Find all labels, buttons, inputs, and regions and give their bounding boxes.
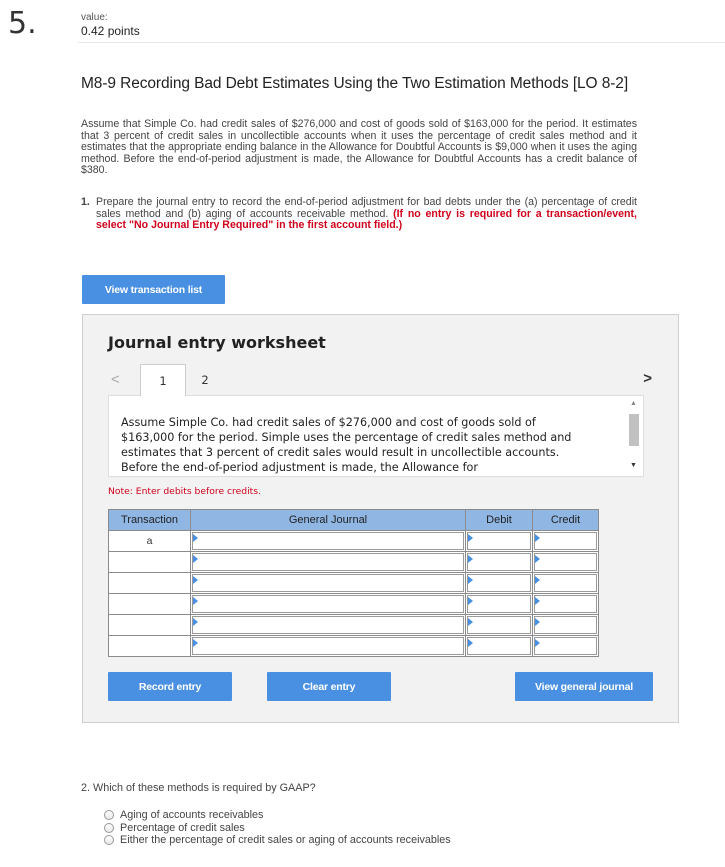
- table-row: [109, 615, 599, 636]
- transaction-cell: [109, 594, 191, 615]
- credit-field-cell: [533, 594, 599, 615]
- instruction-text: Prepare the journal entry to record the end-of-period adjustment for bad debts under the (a) percentage of credit sales method and (b) aging of accounts receivable method.: [96, 196, 637, 220]
- dropdown-indicator-icon: [193, 639, 198, 647]
- view-general-journal-button[interactable]: View general journal: [515, 672, 653, 701]
- description-scrollbar[interactable]: [627, 400, 641, 474]
- option-aging[interactable]: [104, 809, 451, 822]
- dropdown-indicator-icon: [468, 555, 473, 563]
- dropdown-indicator-icon: [193, 597, 198, 605]
- radio-button[interactable]: [104, 810, 114, 820]
- question-2-text: Which of these methods is required by GAAP?: [93, 782, 316, 794]
- debit-field[interactable]: [467, 553, 531, 571]
- table-row: [109, 594, 599, 615]
- scroll-down-icon[interactable]: ▼: [630, 462, 637, 469]
- debit-field-cell: [466, 615, 533, 636]
- radio-button[interactable]: [104, 835, 114, 845]
- credit-field-cell: [533, 573, 599, 594]
- journal-entry-worksheet: [82, 314, 679, 723]
- debit-field-cell: [466, 573, 533, 594]
- dropdown-indicator-icon: [468, 618, 473, 626]
- question-2: [81, 782, 316, 794]
- header-transaction: Transaction: [109, 510, 191, 531]
- credit-field-cell: [533, 615, 599, 636]
- scroll-up-icon[interactable]: ▲: [630, 400, 637, 407]
- debit-field-cell: [466, 552, 533, 573]
- option-label: Aging of accounts receivables: [120, 809, 264, 822]
- account-field-cell: [191, 573, 466, 594]
- account-field[interactable]: [192, 574, 464, 592]
- account-field[interactable]: [192, 595, 464, 613]
- transaction-cell: [109, 552, 191, 573]
- transaction-cell: [109, 615, 191, 636]
- header-divider: [78, 42, 725, 43]
- dropdown-indicator-icon: [535, 555, 540, 563]
- dropdown-indicator-icon: [193, 576, 198, 584]
- account-field-cell: [191, 552, 466, 573]
- transaction-description-box: [108, 395, 644, 477]
- question-2-number: 2.: [81, 782, 91, 794]
- credit-field-cell: [533, 531, 599, 552]
- header-general-journal: General Journal: [191, 510, 466, 531]
- account-field[interactable]: [192, 553, 464, 571]
- credit-field[interactable]: [534, 532, 597, 550]
- prev-arrow-icon[interactable]: <: [111, 371, 120, 388]
- tab-2[interactable]: 2: [201, 373, 209, 387]
- transaction-description: Assume Simple Co. had credit sales of $276,000 and cost of goods sold of $163,000 for the period. Simple uses the percentage of credit sales method and estimates that 3 percent of credit sales would result in uncollectible accounts. Before the end-of-period adjustment is made, the Allowance for: [121, 416, 572, 474]
- credit-field[interactable]: [534, 553, 597, 571]
- credit-field-cell: [533, 552, 599, 573]
- table-row: [109, 552, 599, 573]
- table-row: [109, 573, 599, 594]
- next-arrow-icon[interactable]: >: [643, 370, 652, 387]
- dropdown-indicator-icon: [535, 576, 540, 584]
- table-row: [109, 531, 599, 552]
- account-field[interactable]: [192, 532, 464, 550]
- account-field-cell: [191, 531, 466, 552]
- credit-field[interactable]: [534, 574, 597, 592]
- dropdown-indicator-icon: [193, 555, 198, 563]
- transaction-cell: [109, 636, 191, 657]
- option-percentage[interactable]: [104, 822, 451, 835]
- header-debit: Debit: [466, 510, 533, 531]
- debits-note: Note: Enter debits before credits.: [108, 486, 261, 497]
- debit-field[interactable]: [467, 574, 531, 592]
- dropdown-indicator-icon: [535, 639, 540, 647]
- debit-field[interactable]: [467, 637, 531, 655]
- header-credit: Credit: [533, 510, 599, 531]
- credit-field-cell: [533, 636, 599, 657]
- dropdown-indicator-icon: [193, 618, 198, 626]
- dropdown-indicator-icon: [535, 534, 540, 542]
- dropdown-indicator-icon: [535, 597, 540, 605]
- transaction-cell: [109, 573, 191, 594]
- credit-field[interactable]: [534, 616, 597, 634]
- dropdown-indicator-icon: [468, 534, 473, 542]
- dropdown-indicator-icon: [535, 618, 540, 626]
- account-field-cell: [191, 636, 466, 657]
- account-field-cell: [191, 594, 466, 615]
- view-transaction-list-button[interactable]: View transaction list: [82, 275, 225, 304]
- debit-field-cell: [466, 636, 533, 657]
- account-field[interactable]: [192, 616, 464, 634]
- points-value: 0.42 points: [81, 24, 140, 38]
- problem-title: M8-9 Recording Bad Debt Estimates Using the Two Estimation Methods [LO 8-2]: [81, 75, 629, 92]
- dropdown-indicator-icon: [193, 534, 198, 542]
- value-label: value:: [81, 12, 108, 23]
- question-number: 5.: [8, 6, 37, 41]
- debit-field[interactable]: [467, 616, 531, 634]
- account-field-cell: [191, 615, 466, 636]
- problem-intro: Assume that Simple Co. had credit sales of $276,000 and cost of goods sold of $163,000 for the period. It estimates that 3 percent of credit sales in uncollectible accounts when it uses the percentage of credit sales method and it estimates that the appropriate ending balance in the Allowance for Doubtful Accounts is $9,000 when it uses the aging method. Before the end-of-period adjustment is made, the Allowance for Doubtful Accounts has a credit balance of $380.: [81, 118, 637, 177]
- instruction-1: [81, 197, 637, 232]
- dropdown-indicator-icon: [468, 597, 473, 605]
- instruction-number: 1.: [81, 196, 90, 208]
- account-field[interactable]: [192, 637, 464, 655]
- credit-field[interactable]: [534, 637, 597, 655]
- clear-entry-button[interactable]: Clear entry: [267, 672, 391, 701]
- worksheet-title: Journal entry worksheet: [108, 333, 326, 352]
- gaap-options: [104, 809, 451, 847]
- option-label: Either the percentage of credit sales or aging of accounts receivables: [120, 834, 451, 847]
- table-row: [109, 636, 599, 657]
- debit-field-cell: [466, 531, 533, 552]
- transaction-cell: a: [109, 531, 191, 552]
- radio-button[interactable]: [104, 823, 114, 833]
- debit-field[interactable]: [467, 532, 531, 550]
- dropdown-indicator-icon: [468, 576, 473, 584]
- tab-1[interactable]: 1: [140, 364, 186, 396]
- option-label: Percentage of credit sales: [120, 821, 245, 834]
- dropdown-indicator-icon: [468, 639, 473, 647]
- instruction-red-text: (If no entry is required for a transaction/event, select "No Journal Entry Required" in the first account field.): [96, 207, 637, 232]
- journal-table: [108, 509, 599, 657]
- credit-field[interactable]: [534, 595, 597, 613]
- debit-field-cell: [466, 594, 533, 615]
- record-entry-button[interactable]: Record entry: [108, 672, 232, 701]
- option-either[interactable]: [104, 834, 451, 847]
- scroll-thumb[interactable]: [629, 414, 639, 446]
- debit-field[interactable]: [467, 595, 531, 613]
